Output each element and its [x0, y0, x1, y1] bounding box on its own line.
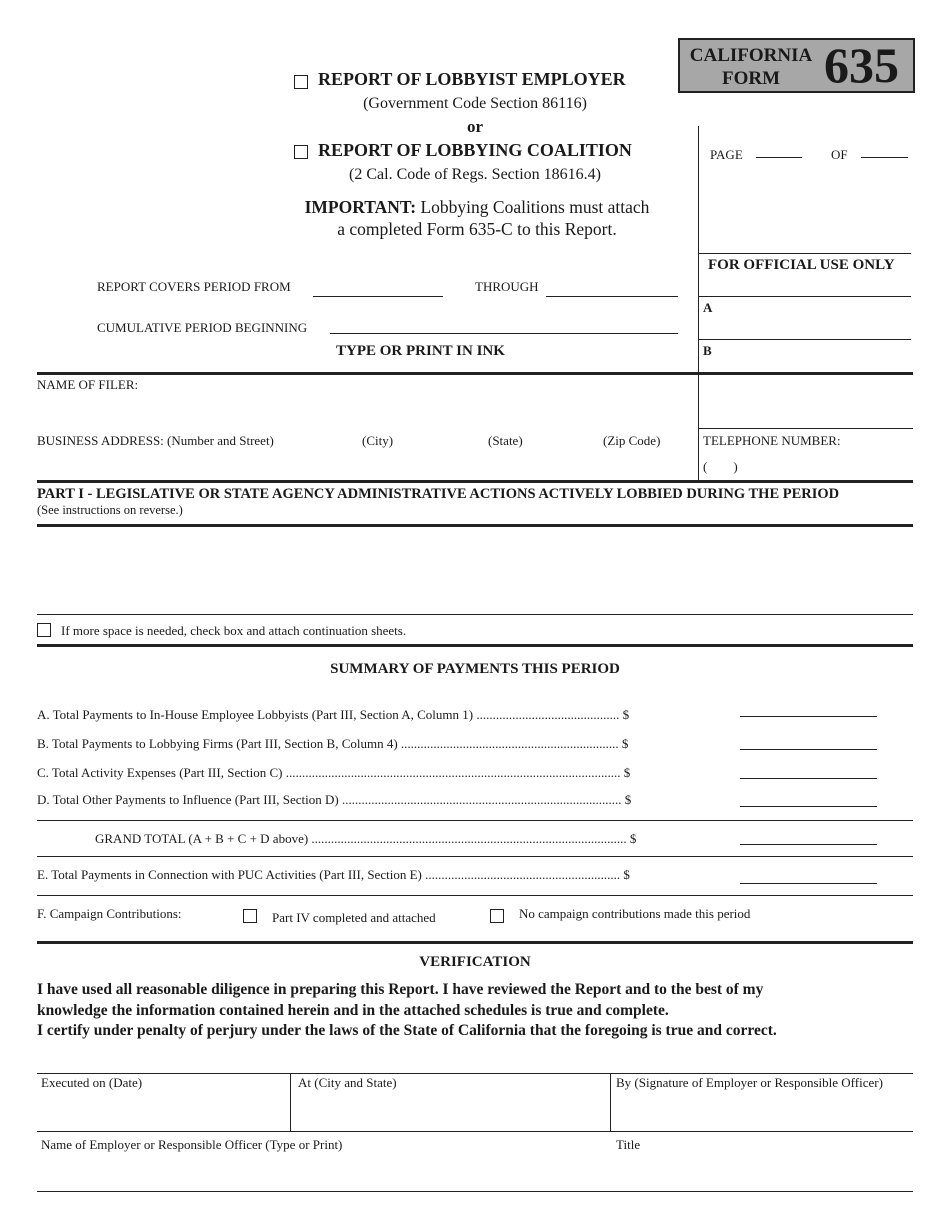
filer-top-rule	[37, 372, 913, 375]
signature-bottom-rule	[37, 1191, 913, 1192]
summary-amount-b[interactable]	[740, 749, 877, 750]
verification-line-1: I have used all reasonable diligence in preparing this Report. I have reviewed the Report and to the best of my	[37, 981, 764, 998]
signature-field[interactable]	[612, 1092, 912, 1128]
part4-attached-checkbox[interactable]	[243, 909, 257, 923]
period-from-label: REPORT COVERS PERIOD FROM	[97, 279, 291, 294]
part1-entry-area[interactable]	[37, 528, 913, 612]
verification-line-3: I certify under penalty of perjury under the laws of the State of California that the foregoing is true and correct.	[37, 1022, 777, 1039]
continuation-text: If more space is needed, check box and attach continuation sheets.	[61, 623, 407, 638]
grand-total-bottom-rule	[37, 856, 913, 857]
page-label: PAGE	[710, 147, 743, 162]
part4-attached-label: Part IV completed and attached	[272, 910, 436, 925]
employer-code: (Government Code Section 86116)	[363, 95, 587, 112]
form-number: 635	[824, 37, 899, 93]
important-label: IMPORTANT:	[304, 197, 417, 217]
name-of-filer-label: NAME OF FILER:	[37, 377, 139, 392]
form-state: CALIFORNIA	[689, 45, 813, 66]
of-label: OF	[831, 147, 848, 162]
executed-on-field[interactable]	[38, 1092, 288, 1128]
summary-amount-d[interactable]	[740, 806, 877, 807]
telephone-label: TELEPHONE NUMBER:	[703, 433, 841, 448]
name-field-rule	[698, 428, 913, 429]
signature-divider-1	[290, 1073, 291, 1131]
continuation-checkbox[interactable]	[37, 623, 51, 637]
important-text-2: a completed Form 635-C to this Report.	[337, 219, 617, 239]
report-coalition-title: REPORT OF LOBBYING COALITION	[318, 140, 632, 160]
employer-report-checkbox[interactable]	[294, 75, 308, 89]
verification-top-rule	[37, 941, 913, 944]
form-number-box	[678, 38, 915, 93]
or-label: or	[466, 117, 484, 136]
official-b-rule	[698, 339, 911, 340]
campaign-label: F. Campaign Contributions:	[37, 906, 182, 921]
no-contributions-checkbox[interactable]	[490, 909, 504, 923]
title-field[interactable]	[612, 1154, 912, 1188]
period-through-field[interactable]	[546, 296, 678, 297]
at-city-label: At (City and State)	[298, 1075, 397, 1090]
form-label: FORM	[721, 68, 781, 89]
important-note	[270, 196, 684, 240]
right-column-divider	[698, 126, 699, 480]
verification-line-2: knowledge the information contained herein and in the attached schedules is true and complete.	[37, 1001, 669, 1019]
type-print-note: TYPE OR PRINT IN INK	[336, 343, 505, 359]
summary-top-rule	[37, 644, 913, 647]
part1-title: PART I - LEGISLATIVE OR STATE AGENCY ADMINISTRATIVE ACTIONS ACTIVELY LOBBIED DURING THE PERIOD	[37, 486, 840, 502]
part1-note: (See instructions on reverse.)	[37, 503, 183, 517]
official-b-label: B	[703, 343, 712, 358]
period-from-field[interactable]	[313, 296, 443, 297]
signature-middle-rule	[37, 1131, 913, 1132]
coalition-report-checkbox[interactable]	[294, 145, 308, 159]
summary-title: SUMMARY OF PAYMENTS THIS PERIOD	[330, 661, 620, 677]
coalition-code: (2 Cal. Code of Regs. Section 18616.4)	[349, 166, 601, 183]
summary-line-e: E. Total Payments in Connection with PUC Activities (Part III, Section E) ............................................................ $	[37, 867, 630, 882]
official-use-title: FOR OFFICIAL USE ONLY	[708, 257, 895, 273]
grand-total-amount[interactable]	[740, 844, 877, 845]
state-label: (State)	[488, 433, 523, 448]
report-employer-title: REPORT OF LOBBYIST EMPLOYER	[318, 69, 626, 89]
official-top-rule	[698, 253, 911, 254]
signature-divider-2	[610, 1073, 611, 1131]
verification-title: VERIFICATION	[419, 954, 531, 970]
part1-area-bottom-rule	[37, 614, 913, 615]
summary-line-b: B. Total Payments to Lobbying Firms (Part III, Section B, Column 4) ................................................................... $	[37, 736, 629, 751]
official-a-rule	[698, 296, 911, 297]
no-contributions-label: No campaign contributions made this period	[519, 906, 751, 921]
zip-label: (Zip Code)	[603, 433, 661, 448]
campaign-top-rule	[37, 895, 913, 896]
page-total-field[interactable]	[861, 157, 908, 158]
summary-line-c: C. Total Activity Expenses (Part III, Section C) ....................................................................................................... $	[37, 765, 631, 780]
title-label: Title	[616, 1137, 641, 1152]
cumulative-label: CUMULATIVE PERIOD BEGINNING	[97, 320, 308, 335]
officer-name-field[interactable]	[38, 1154, 608, 1188]
signature-top-rule	[37, 1073, 913, 1074]
summary-amount-e[interactable]	[740, 883, 877, 884]
page-number-field[interactable]	[756, 157, 802, 158]
verification-statement	[37, 980, 917, 1042]
business-address-label: BUSINESS ADDRESS: (Number and Street)	[37, 433, 274, 448]
executed-on-label: Executed on (Date)	[41, 1075, 143, 1090]
summary-line-d: D. Total Other Payments to Influence (Part III, Section D) ...................................................................................... $	[37, 792, 632, 807]
summary-amount-a[interactable]	[740, 716, 877, 717]
grand-total-top-rule	[37, 820, 913, 821]
summary-line-a: A. Total Payments to In-House Employee Lobbyists (Part III, Section A, Column 1) ............................................ $	[37, 707, 630, 722]
city-label: (City)	[362, 433, 394, 448]
important-text-1: Lobbying Coalitions must attach	[420, 197, 650, 217]
part1-top-rule	[37, 480, 913, 483]
grand-total-line: GRAND TOTAL (A + B + C + D above) ................................................................................................. $	[95, 831, 637, 846]
cumulative-field[interactable]	[330, 333, 678, 334]
signature-label: By (Signature of Employer or Responsible Officer)	[616, 1075, 883, 1090]
at-city-field[interactable]	[292, 1092, 608, 1128]
summary-amount-c[interactable]	[740, 778, 877, 779]
part1-bottom-rule	[37, 524, 913, 527]
period-through-label: THROUGH	[475, 279, 539, 294]
official-a-label: A	[703, 300, 713, 315]
officer-name-label: Name of Employer or Responsible Officer (Type or Print)	[41, 1137, 343, 1152]
telephone-area-code[interactable]: ( )	[703, 459, 738, 474]
